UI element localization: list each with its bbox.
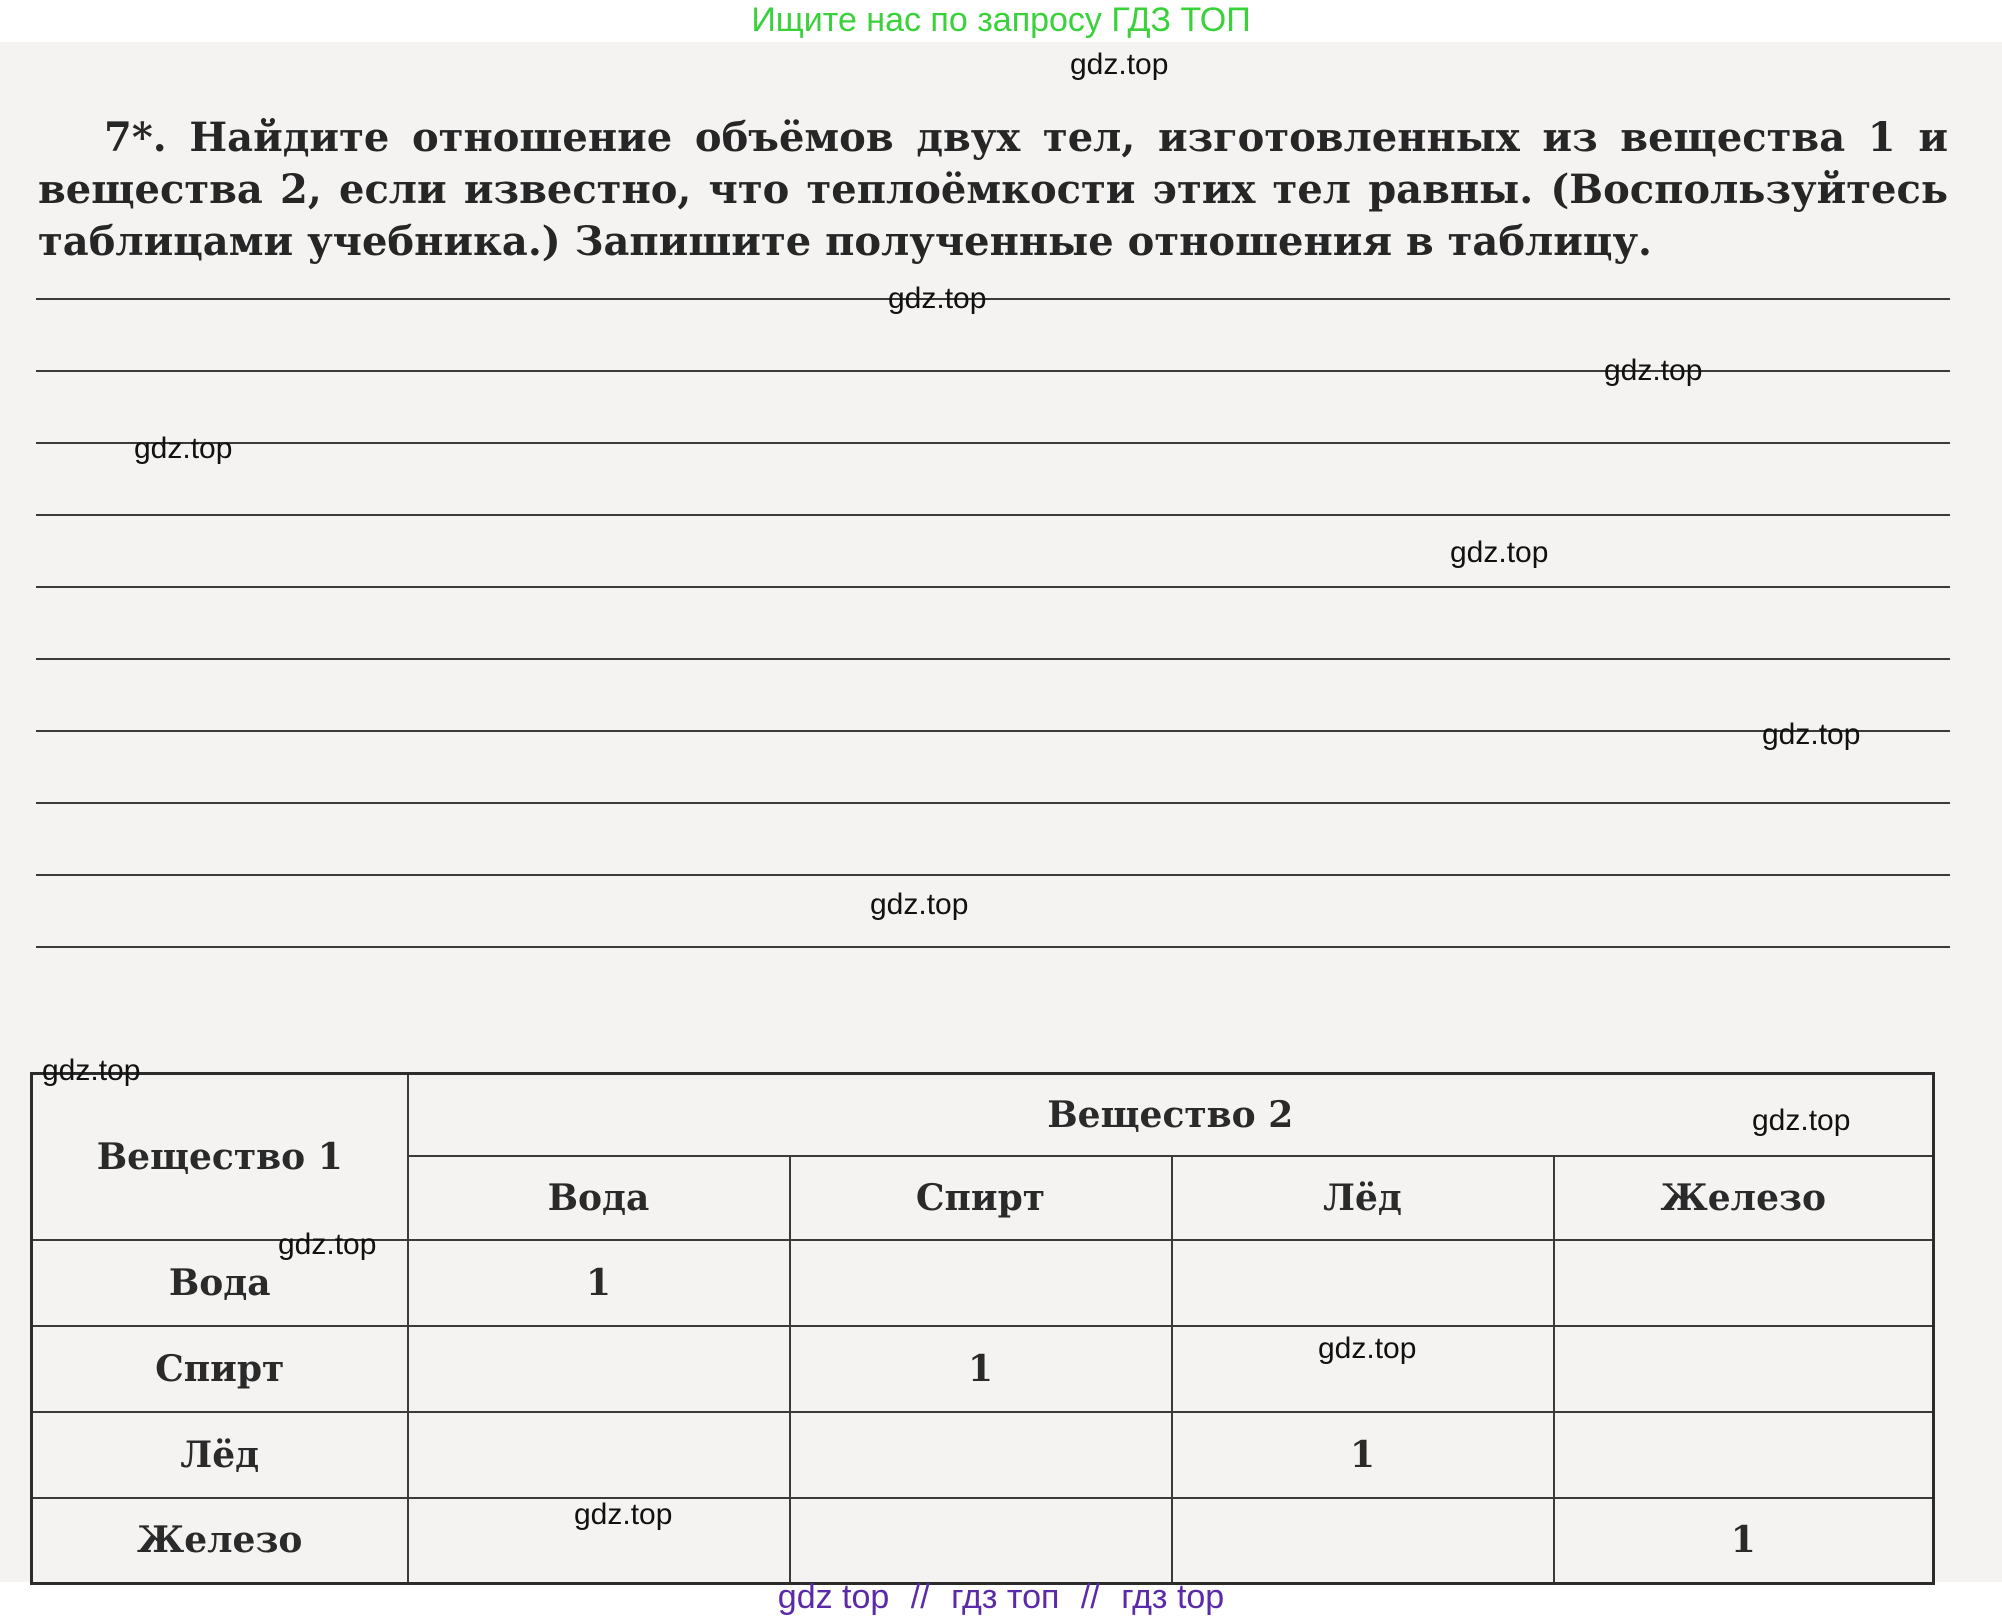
row-label-water: Вода [32, 1240, 408, 1326]
task-number: 7*. [104, 114, 167, 161]
watermark: gdz.top [1070, 48, 1169, 81]
row-label-ice: Лёд [32, 1412, 408, 1498]
answer-line [36, 946, 1950, 948]
table-cell [1554, 1326, 1934, 1412]
table-cell [1554, 1240, 1934, 1326]
table-cell: 1 [408, 1240, 790, 1326]
watermark: gdz.top [1762, 718, 1861, 751]
table-cell [1554, 1412, 1934, 1498]
col-header-water: Вода [408, 1156, 790, 1240]
watermark: gdz.top [870, 888, 969, 921]
workbook-page [0, 42, 2002, 1582]
table-cell: 1 [1172, 1412, 1554, 1498]
table-cell: 1 [1554, 1498, 1934, 1584]
table-cell [408, 1412, 790, 1498]
top-banner: Ищите нас по запросу ГДЗ ТОП [751, 1, 1251, 39]
watermark: gdz.top [888, 282, 987, 315]
table-row [32, 1326, 1934, 1412]
table-cell: 1 [790, 1326, 1172, 1412]
footer-separator: // [910, 1578, 930, 1616]
watermark: gdz.top [1318, 1332, 1417, 1365]
footer-link[interactable]: гдз топ [951, 1578, 1060, 1616]
answer-line [36, 298, 1950, 300]
answer-line [36, 658, 1950, 660]
answer-line [36, 514, 1950, 516]
answer-line [36, 442, 1950, 444]
answer-line [36, 802, 1950, 804]
watermark: gdz.top [574, 1498, 673, 1531]
col-header-alcohol: Спирт [790, 1156, 1172, 1240]
row-label-alcohol: Спирт [32, 1326, 408, 1412]
row-group-header: Вещество 1 [32, 1074, 408, 1240]
answer-line [36, 586, 1950, 588]
table-row [32, 1498, 1934, 1584]
col-header-iron: Железо [1554, 1156, 1934, 1240]
table-cell [790, 1240, 1172, 1326]
ratio-table [30, 1072, 1935, 1585]
table-cell [790, 1498, 1172, 1584]
watermark: gdz.top [134, 432, 233, 465]
footer-separator: // [1080, 1578, 1100, 1616]
footer-links [0, 1578, 2002, 1616]
task-body: Найдите отношение объёмов двух тел, изготовленных из вещества 1 и вещества 2, если известно, что теплоёмкости этих тел равны. (Воспользуйтесь таблицами учебника.) Запишите полученные отношения в таблицу. [38, 114, 1948, 265]
watermark: gdz.top [278, 1228, 377, 1261]
table-cell [790, 1412, 1172, 1498]
table-cell [408, 1326, 790, 1412]
answer-line [36, 730, 1950, 732]
table-cell [1172, 1498, 1554, 1584]
watermark: gdz.top [1752, 1104, 1851, 1137]
row-label-iron: Железо [32, 1498, 408, 1584]
task-text [38, 112, 1948, 268]
watermark: gdz.top [1604, 354, 1703, 387]
watermark: gdz.top [42, 1054, 141, 1087]
col-group-header: Вещество 2 [408, 1074, 1934, 1156]
table-cell [1172, 1240, 1554, 1326]
answer-line [36, 874, 1950, 876]
table-row [32, 1412, 1934, 1498]
footer-link[interactable]: gdz top [777, 1578, 890, 1616]
footer-link[interactable]: гдз top [1121, 1578, 1225, 1616]
col-header-ice: Лёд [1172, 1156, 1554, 1240]
watermark: gdz.top [1450, 536, 1549, 569]
